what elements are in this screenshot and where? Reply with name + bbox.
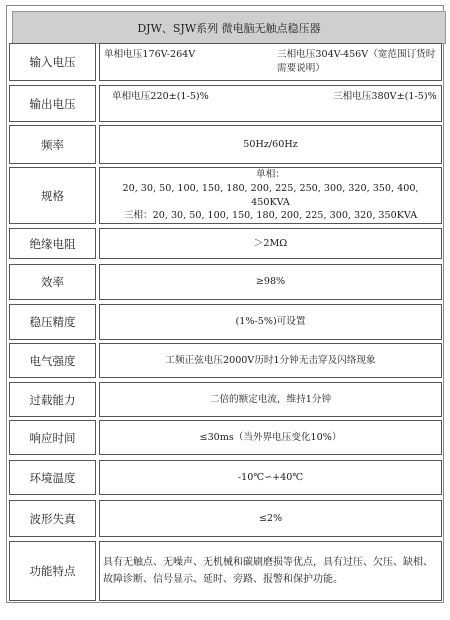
table-row-ambient-temperature <box>9 460 442 495</box>
row-label: 稳压精度 <box>9 304 96 340</box>
row-value <box>99 85 442 122</box>
row-value: ≥98% <box>99 264 442 300</box>
table-row-efficiency <box>9 264 442 300</box>
single-phase-input: 单相电压176V-264V <box>104 49 196 60</box>
row-value: (1%-5%)可设置 <box>99 304 442 340</box>
row-label: 规格 <box>9 167 96 224</box>
table-row-output-voltage <box>9 85 442 122</box>
row-label: 环境温度 <box>9 460 96 495</box>
single-phase-output: 单相电压220±(1-5)% <box>112 91 209 102</box>
spec-single-phase-heading: 单相： <box>256 168 285 180</box>
row-value: 具有无触点、无噪声、无机械和碳刷磨损等优点，具有过压、欠压、缺相、故障诊断、信号显示、延时、旁路、报警和保护功能。 <box>99 541 442 601</box>
row-label: 效率 <box>9 264 96 300</box>
table-row-features <box>9 541 442 601</box>
row-value: ≤2% <box>99 500 442 537</box>
row-label: 电气强度 <box>9 343 96 378</box>
spec-single-phase-sizes: 20, 30, 50, 100, 150, 180, 200, 225, 250, 300, 320, 350, 400, 450KVA <box>122 182 419 208</box>
table-title: DJW、SJW系列 微电脑无触点稳压器 <box>12 11 446 44</box>
table-row-input-voltage <box>9 43 442 81</box>
row-label: 输入电压 <box>9 43 96 81</box>
row-value: ≤30ms（当外界电压变化10%） <box>99 420 442 455</box>
row-label: 功能特点 <box>9 541 96 601</box>
three-phase-output: 三相电压380V±(1-5)% <box>333 91 437 102</box>
row-value: 二倍的额定电流，维持1分钟 <box>99 382 442 417</box>
row-label: 响应时间 <box>9 420 96 455</box>
table-row-regulation-accuracy <box>9 304 442 340</box>
table-row-specification <box>9 167 442 224</box>
table-row-overload-capacity <box>9 382 442 417</box>
table-row-electric-strength <box>9 343 442 378</box>
spec-three-phase-sizes: 三相：20, 30, 50, 100, 150, 180, 200, 225, 300, 320, 350KVA <box>123 210 418 222</box>
table-row-insulation-resistance <box>9 228 442 259</box>
row-label: 波形失真 <box>9 500 96 537</box>
row-value: 工频正弦电压2000V历时1分钟无击穿及闪络现象 <box>99 343 442 378</box>
row-value: -10℃∽+40℃ <box>99 460 442 495</box>
row-value: 50Hz/60Hz <box>99 125 442 164</box>
row-label: 过载能力 <box>9 382 96 417</box>
table-row-frequency <box>9 125 442 164</box>
table-row-response-time <box>9 420 442 455</box>
table-row-waveform-distortion <box>9 500 442 537</box>
row-label: 输出电压 <box>9 85 96 122</box>
row-value <box>99 167 442 224</box>
row-label: 绝缘电阻 <box>9 228 96 259</box>
row-label: 频率 <box>9 125 96 164</box>
row-value <box>99 43 442 81</box>
three-phase-input: 三相电压304V-456V（宽范围订货时需要说明） <box>277 49 436 74</box>
row-value: ＞2MΩ <box>99 228 442 259</box>
